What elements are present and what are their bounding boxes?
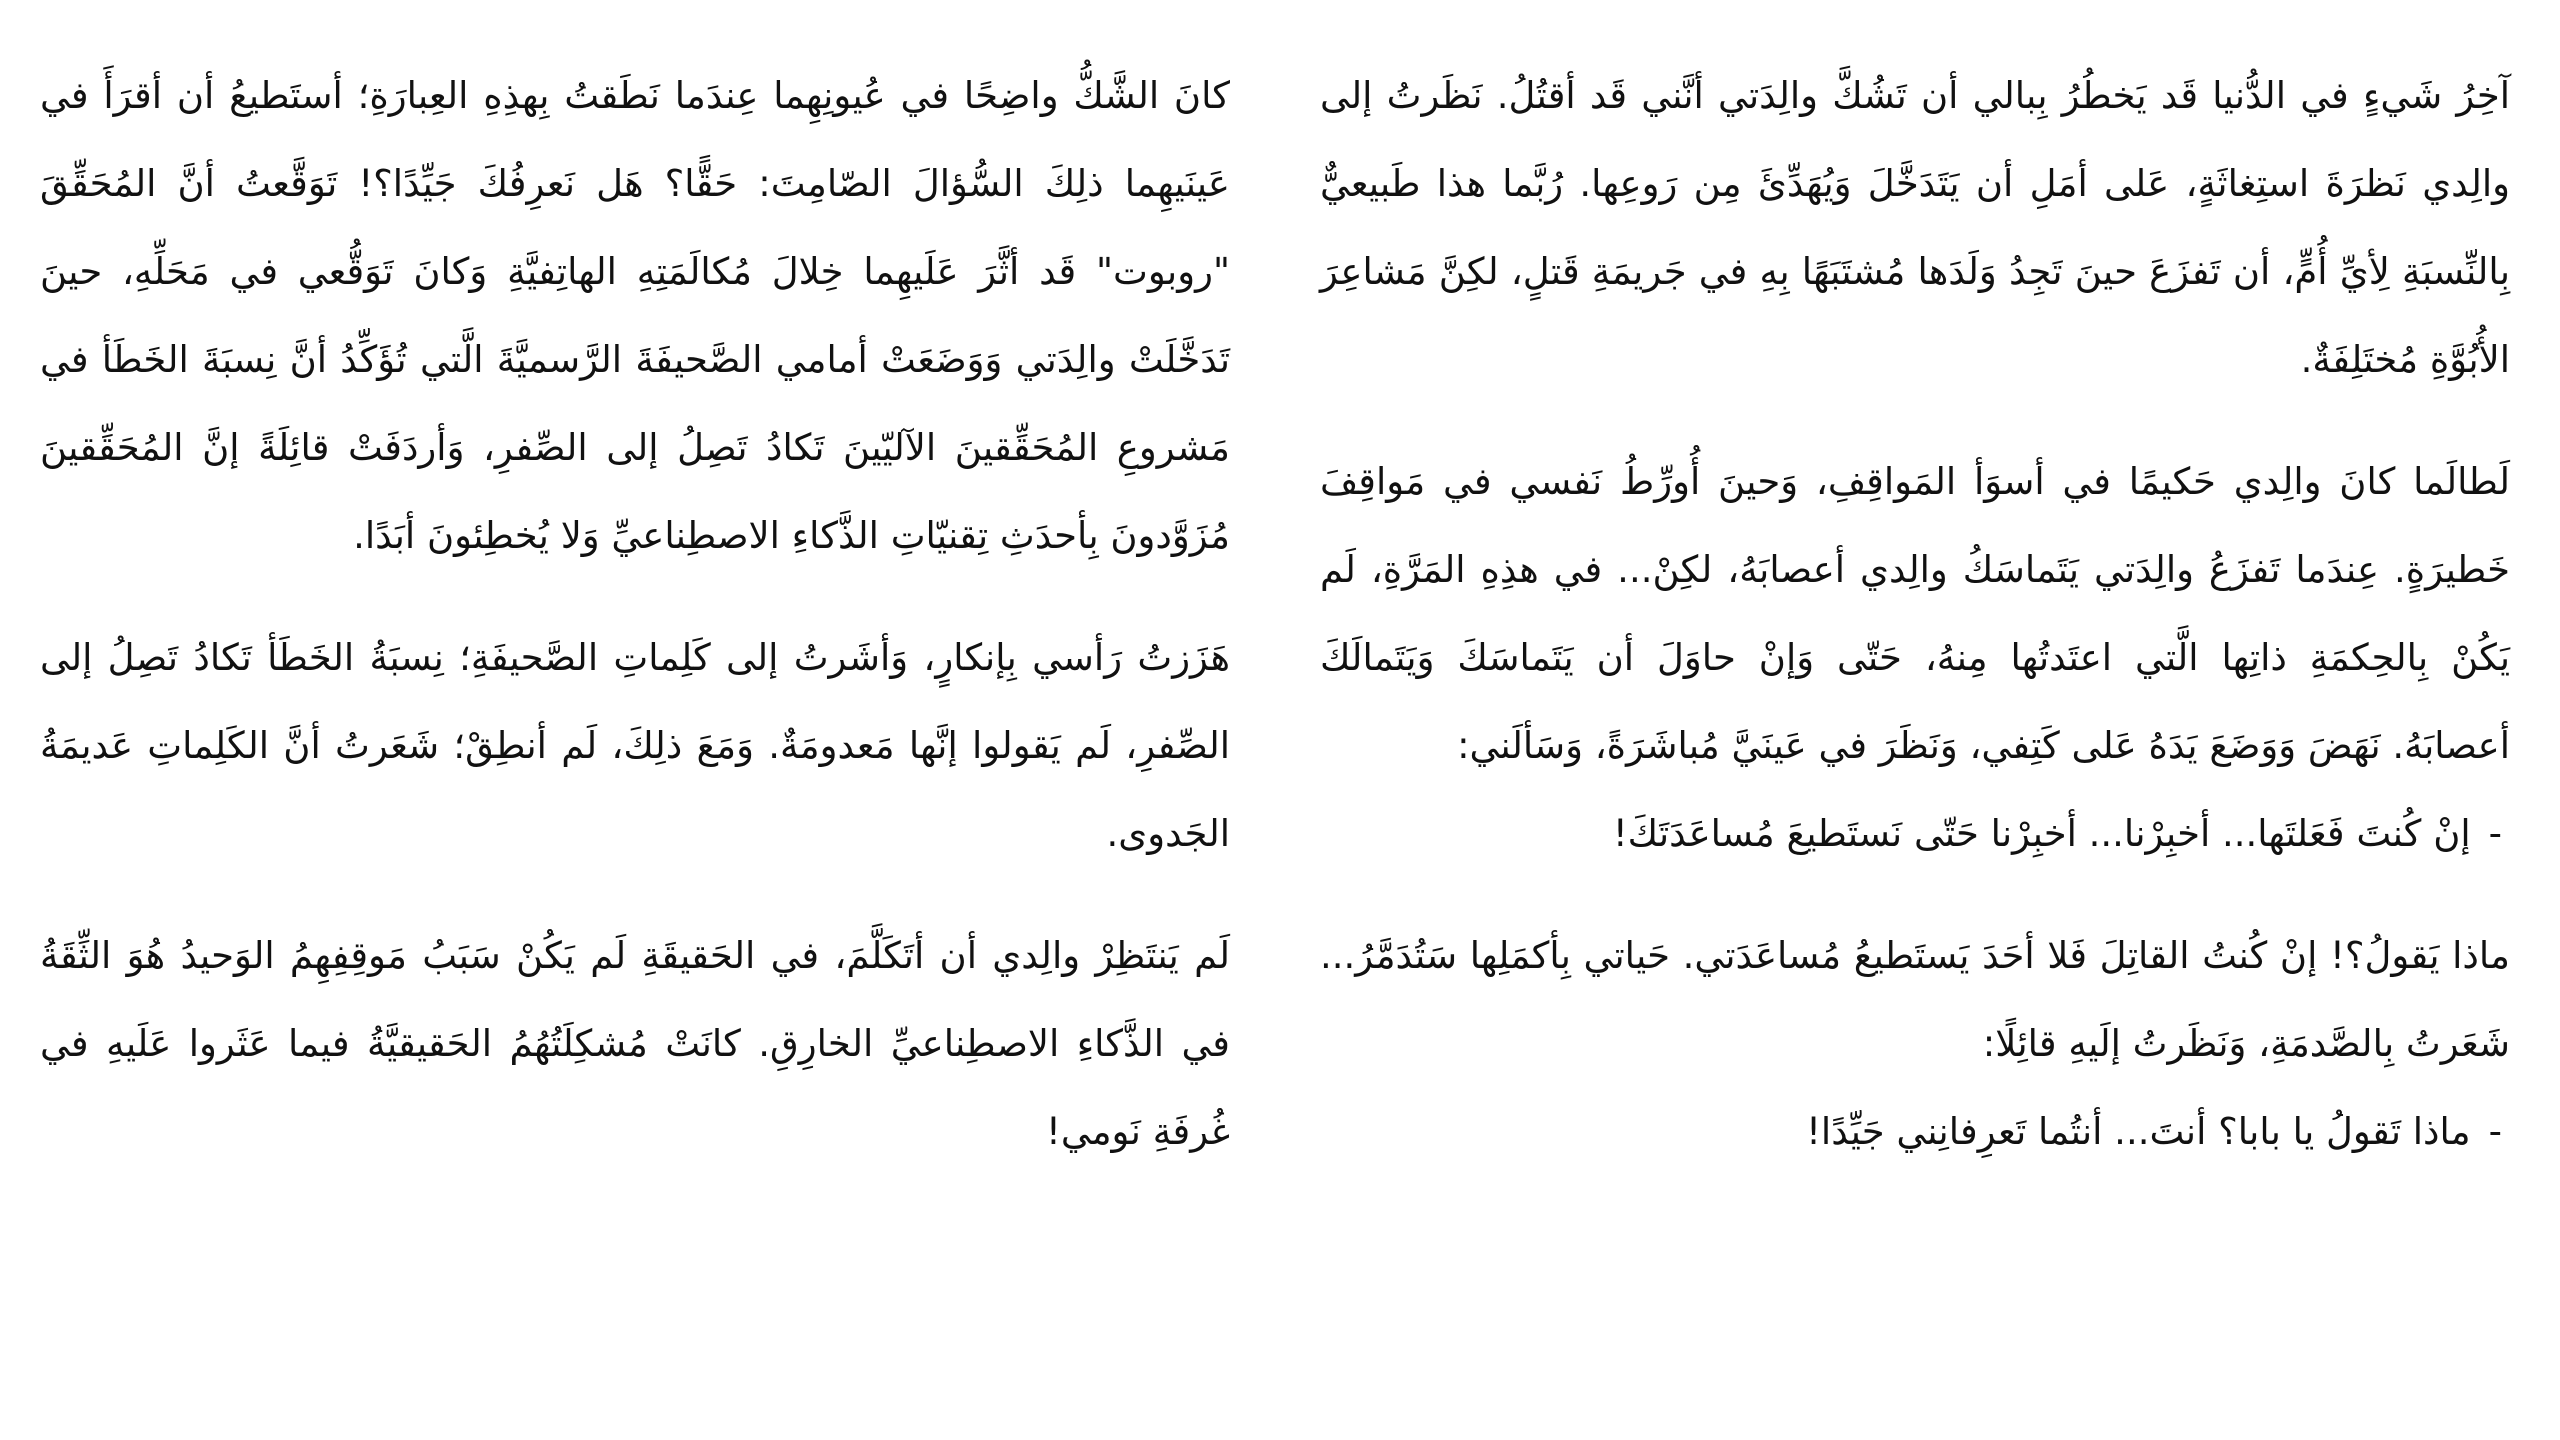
dialogue-line — [1320, 1088, 2510, 1176]
dialogue-line — [1320, 790, 2510, 878]
paragraph: لَم يَنتَظِرْ والِدي أن أتَكَلَّمَ، في الحَقيقَةِ لَم يَكُنْ سَبَبُ مَوقِفِهِمُ الوَحيدُ هُوَ الثِّقَةُ في الذَّكاءِ الاصطِناعيِّ الخارِقِ. كانَتْ مُشكِلَتُهُمُ الحَقيقيَّةُ فيما عَثَروا عَلَيهِ في غُرفَةِ نَومي! — [40, 934, 1230, 1153]
dialogue-text: إنْ كُنتَ فَعَلتَها... أخبِرْنا... أخبِرْنا حَتّى نَستَطيعَ مُساعَدَتَكَ! — [1612, 812, 2471, 855]
dialogue-dash: - — [2488, 812, 2502, 855]
paragraph: هَزَزتُ رَأسي بِإنكارٍ، وَأشَرتُ إلى كَلِماتِ الصَّحيفَةِ؛ نِسبَةُ الخَطَأ تَكادُ تَصِلُ إلى الصِّفرِ، لَم يَقولوا إنَّها مَعدومَةٌ. وَمَعَ ذلِكَ، لَم أنطِقْ؛ شَعَرتُ أنَّ الكَلِماتِ عَديمَةُ الجَدوى. — [40, 636, 1230, 855]
paragraph: آخِرُ شَيءٍ في الدُّنيا قَد يَخطُرُ بِبالي أن تَشُكَّ والِدَتي أنَّني قَد أقتُلُ. نَظَرتُ إلى والِدي نَظرَةَ استِغاثَةٍ، عَلى أمَلِ أن يَتَدَخَّلَ وَيُهَدِّئَ مِن رَوعِها. رُبَّما هذا طَبيعيٌّ بِالنِّسبَةِ لِأيِّ أُمٍّ، أن تَفزَعَ حينَ تَجِدُ وَلَدَها مُشتَبَهًا بِهِ في جَريمَةِ قَتلٍ، لكِنَّ مَشاعِرَ الأُبُوَّةِ مُختَلِفَةٌ. — [1320, 74, 2510, 381]
right-page-column — [1320, 52, 2510, 1176]
left-page-column — [40, 52, 1230, 1210]
paragraph: كانَ الشَّكُّ واضِحًا في عُيونِهِما عِندَما نَطَقتُ بِهذِهِ العِبارَةِ؛ أستَطيعُ أن أقرَأَ في عَينَيهِما ذلِكَ السُّؤالَ الصّامِتَ: حَقًّا؟ هَل نَعرِفُكَ جَيِّدًا؟! تَوَقَّعتُ أنَّ المُحَقِّقَ "روبوت" قَد أثَّرَ عَلَيهِما خِلالَ مُكالَمَتِهِ الهاتِفيَّةِ وَكانَ تَوَقُّعي في مَحَلِّهِ، حينَ تَدَخَّلَتْ والِدَتي وَوَضَعَتْ أمامي الصَّحيفَةَ الرَّسميَّةَ الَّتي تُؤَكِّدُ أنَّ نِسبَةَ الخَطَأ في مَشروعِ المُحَقِّقينَ الآليّينَ تَكادُ تَصِلُ إلى الصِّفرِ، وَأردَفَتْ قائِلَةً إنَّ المُحَقِّقينَ مُزَوَّدونَ بِأحدَثِ تِقنيّاتِ الذَّكاءِ الاصطِناعيِّ وَلا يُخطِئونَ أبَدًا. — [40, 74, 1230, 557]
paragraph: لَطالَما كانَ والِدي حَكيمًا في أسوَأ المَواقِفِ، وَحينَ أُورِّطُ نَفسي في مَواقِفَ خَطيرَةٍ. عِندَما تَفزَعُ والِدَتي يَتَماسَكُ والِدي أعصابَهُ، لكِنْ... في هذِهِ المَرَّةِ، لَم يَكُنْ بِالحِكمَةِ ذاتِها الَّتي اعتَدتُها مِنهُ، حَتّى وَإنْ حاوَلَ أن يَتَماسَكَ وَيَتَمالَكَ أعصابَهُ. نَهَضَ وَوَضَعَ يَدَهُ عَلى كَتِفي، وَنَظَرَ في عَينَيَّ مُباشَرَةً، وَسَألَني: — [1320, 460, 2510, 767]
dialogue-dash: - — [2488, 1110, 2502, 1153]
paragraph: ماذا يَقولُ؟! إنْ كُنتُ القاتِلَ فَلا أحَدَ يَستَطيعُ مُساعَدَتي. حَياتي بِأكمَلِها سَتُدَمَّرُ... شَعَرتُ بِالصَّدمَةِ، وَنَظَرتُ إلَيهِ قائِلًا: — [1320, 934, 2510, 1065]
dialogue-text: ماذا تَقولُ يا بابا؟ أنتَ... أنتُما تَعرِفانِني جَيِّدًا! — [1806, 1110, 2471, 1153]
